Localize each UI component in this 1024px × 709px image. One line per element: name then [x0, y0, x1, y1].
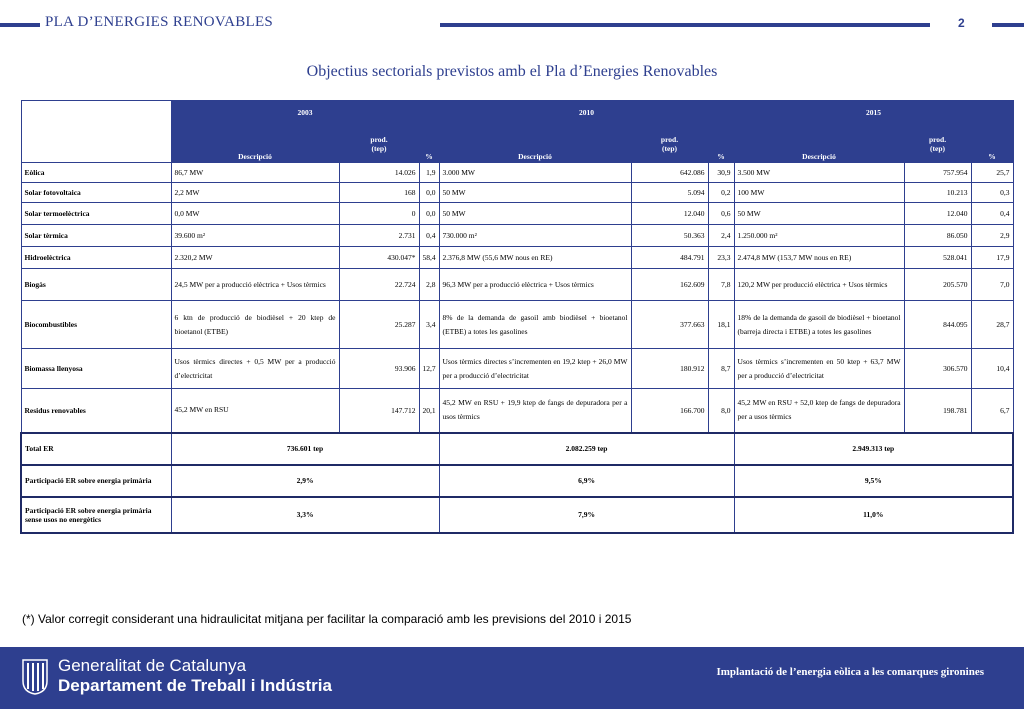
cell-production: 22.724 [339, 269, 419, 301]
col-header-pct: % [708, 125, 734, 163]
cell-production: 0 [339, 203, 419, 225]
page-number: 2 [958, 16, 965, 30]
cell-description: 50 MW [734, 203, 904, 225]
col-header-pct: % [971, 125, 1013, 163]
cell-percent: 7,0 [971, 269, 1013, 301]
year-header-2015: 2015 [734, 101, 1013, 125]
cell-percent: 28,7 [971, 301, 1013, 349]
cell-description: 120,2 MW per producció elèctrica + Usos tèrmics [734, 269, 904, 301]
summary-label: Participació ER sobre energia primària [21, 465, 171, 497]
table-row [21, 163, 1013, 183]
summary-row [21, 465, 1013, 497]
cell-production: 147.712 [339, 389, 419, 433]
footer-bar [0, 647, 1024, 709]
cell-production: 484.791 [631, 247, 708, 269]
summary-value: 2,9% [171, 465, 439, 497]
cell-description: 100 MW [734, 183, 904, 203]
cell-percent: 2,9 [971, 225, 1013, 247]
row-label: Hidroelèctrica [21, 247, 171, 269]
col-header-pct: % [419, 125, 439, 163]
cell-description: 2,2 MW [171, 183, 339, 203]
summary-value: 7,9% [439, 497, 734, 533]
cell-production: 205.570 [904, 269, 971, 301]
cell-description: 24,5 MW per a producció elèctrica + Usos tèrmics [171, 269, 339, 301]
table-row [21, 247, 1013, 269]
col-header-prod: prod. (tep) [904, 125, 971, 163]
cell-production: 377.663 [631, 301, 708, 349]
table-row [21, 269, 1013, 301]
col-header-desc: Descripció [171, 125, 339, 163]
table-row [21, 389, 1013, 433]
cell-description: 3.000 MW [439, 163, 631, 183]
year-header-row [21, 101, 1013, 125]
cell-percent: 0,0 [419, 183, 439, 203]
org-name: Generalitat de Catalunya [58, 656, 247, 675]
cell-percent: 25,7 [971, 163, 1013, 183]
header-rule-left [0, 23, 40, 27]
cell-production: 5.094 [631, 183, 708, 203]
cell-description: 1.250.000 m² [734, 225, 904, 247]
cell-percent: 3,4 [419, 301, 439, 349]
cell-production: 642.086 [631, 163, 708, 183]
cell-percent: 0,2 [708, 183, 734, 203]
summary-value: 6,9% [439, 465, 734, 497]
cell-description: 8% de la demanda de gasoil amb biodièsel + bioetanol (ETBE) a totes les gasolines [439, 301, 631, 349]
cell-description: 2.320,2 MW [171, 247, 339, 269]
cell-description: 2.474,8 MW (153,7 MW nous en RE) [734, 247, 904, 269]
cell-production: 306.570 [904, 349, 971, 389]
summary-value: 2.949.313 tep [734, 433, 1013, 465]
table-row [21, 301, 1013, 349]
cell-production: 25.287 [339, 301, 419, 349]
footer-caption: Implantació de l’energia eòlica a les comarques gironines [716, 666, 984, 678]
row-label: Residus renovables [21, 389, 171, 433]
cell-description: 2.376,8 MW (55,6 MW nous en RE) [439, 247, 631, 269]
table-row [21, 203, 1013, 225]
cell-description: 39.600 m² [171, 225, 339, 247]
table-row [21, 183, 1013, 203]
cell-production: 162.609 [631, 269, 708, 301]
cell-production: 198.781 [904, 389, 971, 433]
cell-production: 12.040 [631, 203, 708, 225]
cell-percent: 23,3 [708, 247, 734, 269]
col-header-desc: Descripció [734, 125, 904, 163]
header-rule-far [992, 23, 1024, 27]
row-label: Eòlica [21, 163, 171, 183]
table-row [21, 225, 1013, 247]
cell-production: 93.906 [339, 349, 419, 389]
cell-percent: 58,4 [419, 247, 439, 269]
cell-production: 844.095 [904, 301, 971, 349]
cell-percent: 20,1 [419, 389, 439, 433]
cell-percent: 1,9 [419, 163, 439, 183]
col-header-prod: prod. (tep) [339, 125, 419, 163]
cell-production: 430.047* [339, 247, 419, 269]
cell-description: 45,2 MW en RSU + 52,0 ktep de fangs de depuradora per a usos tèrmics [734, 389, 904, 433]
col-header-prod: prod. (tep) [631, 125, 708, 163]
senyera-logo-icon [22, 659, 48, 695]
cell-percent: 10,4 [971, 349, 1013, 389]
corner-cell [21, 101, 171, 163]
cell-description: 6 ktn de producció de biodièsel + 20 ktep de bioetanol (ETBE) [171, 301, 339, 349]
cell-percent: 0,4 [419, 225, 439, 247]
objectives-table [20, 100, 1014, 534]
cell-percent: 0,4 [971, 203, 1013, 225]
row-label: Biomassa llenyosa [21, 349, 171, 389]
cell-production: 166.700 [631, 389, 708, 433]
cell-description: 45,2 MW en RSU [171, 389, 339, 433]
summary-value: 736.601 tep [171, 433, 439, 465]
cell-description: 50 MW [439, 183, 631, 203]
cell-description: 45,2 MW en RSU + 19,9 ktep de fangs de depuradora per a usos tèrmics [439, 389, 631, 433]
row-label: Solar tèrmica [21, 225, 171, 247]
header-rule-right [440, 23, 930, 27]
cell-description: 0,0 MW [171, 203, 339, 225]
cell-percent: 18,1 [708, 301, 734, 349]
row-label: Solar termoelèctrica [21, 203, 171, 225]
table-row [21, 349, 1013, 389]
cell-production: 180.912 [631, 349, 708, 389]
page-title: Objectius sectorials previstos amb el Pla d’Energies Renovables [306, 63, 718, 80]
footnote: (*) Valor corregit considerant una hidraulicitat mitjana per facilitar la comparació amb les previsions del 2010 i 2015 [22, 612, 632, 626]
cell-description: 86,7 MW [171, 163, 339, 183]
header-title: PLA D’ENERGIES RENOVABLES [45, 14, 274, 30]
department-name: Departament de Treball i Indústria [58, 676, 332, 695]
cell-production: 2.731 [339, 225, 419, 247]
cell-percent: 12,7 [419, 349, 439, 389]
row-label: Biocombustibles [21, 301, 171, 349]
year-header-2003: 2003 [171, 101, 439, 125]
cell-percent: 8,7 [708, 349, 734, 389]
summary-label: Total ER [21, 433, 171, 465]
cell-production: 757.954 [904, 163, 971, 183]
row-label: Biogàs [21, 269, 171, 301]
cell-description: 50 MW [439, 203, 631, 225]
summary-value: 3,3% [171, 497, 439, 533]
cell-percent: 0,6 [708, 203, 734, 225]
cell-production: 86.050 [904, 225, 971, 247]
summary-row [21, 497, 1013, 533]
year-header-2010: 2010 [439, 101, 734, 125]
cell-description: 730.000 m² [439, 225, 631, 247]
cell-production: 14.026 [339, 163, 419, 183]
cell-percent: 2,8 [419, 269, 439, 301]
cell-percent: 17,9 [971, 247, 1013, 269]
cell-percent: 2,4 [708, 225, 734, 247]
row-label: Solar fotovoltaica [21, 183, 171, 203]
cell-production: 50.363 [631, 225, 708, 247]
cell-description: Usos tèrmics directes + 0,5 MW per a producció d’electricitat [171, 349, 339, 389]
cell-description: 96,3 MW per a producció elèctrica + Usos tèrmics [439, 269, 631, 301]
summary-value: 2.082.259 tep [439, 433, 734, 465]
summary-value: 9,5% [734, 465, 1013, 497]
col-header-desc: Descripció [439, 125, 631, 163]
cell-production: 168 [339, 183, 419, 203]
cell-percent: 30,9 [708, 163, 734, 183]
cell-percent: 6,7 [971, 389, 1013, 433]
cell-percent: 8,0 [708, 389, 734, 433]
cell-percent: 0,3 [971, 183, 1013, 203]
cell-description: 3.500 MW [734, 163, 904, 183]
cell-description: Usos tèrmics directes s’incrementen en 19,2 ktep + 26,0 MW per a producció d’electricitat [439, 349, 631, 389]
cell-percent: 7,8 [708, 269, 734, 301]
summary-label: Participació ER sobre energia primària sense usos no energètics [21, 497, 171, 533]
cell-production: 528.041 [904, 247, 971, 269]
cell-percent: 0,0 [419, 203, 439, 225]
summary-row [21, 433, 1013, 465]
summary-value: 11,0% [734, 497, 1013, 533]
cell-production: 12.040 [904, 203, 971, 225]
cell-description: 18% de la demanda de gasoil de biodièsel + bioetanol (barreja directa i ETBE) a totes les gasolines [734, 301, 904, 349]
cell-description: Usos tèrmics s’incrementen en 50 ktep + 63,7 MW per a producció d’electricitat [734, 349, 904, 389]
cell-production: 10.213 [904, 183, 971, 203]
